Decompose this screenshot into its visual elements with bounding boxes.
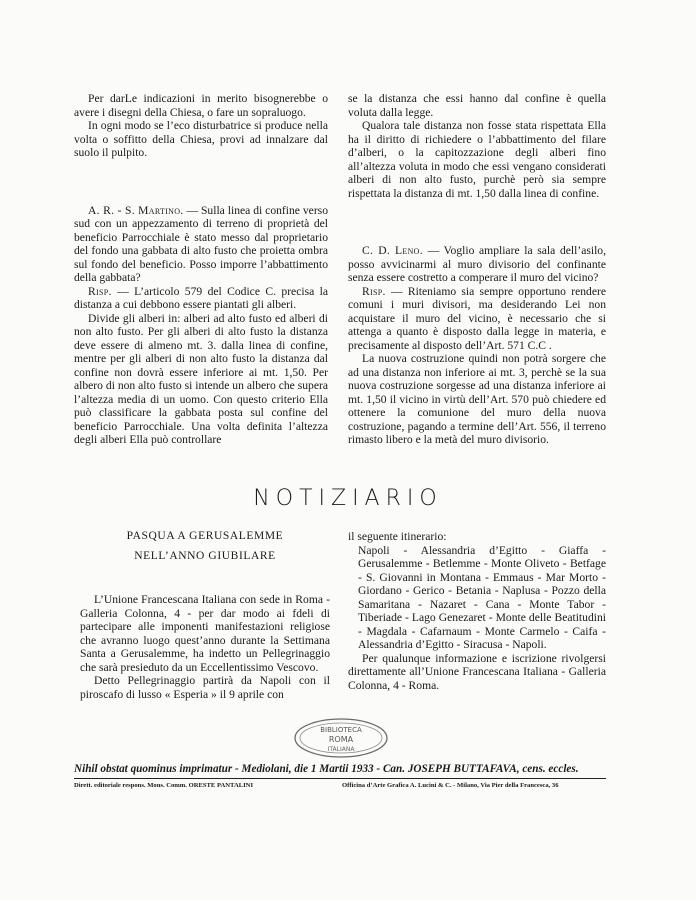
- notice-left-column: [80, 530, 330, 701]
- footer-editor: Dirett. editoriale respons. Mons. Comm. ORESTE PANTALINI: [74, 782, 254, 789]
- question-label: A. R. - S. Martino.: [88, 203, 184, 217]
- answer-label: Risp.: [362, 284, 386, 298]
- footer-printer: Officina d’Arte Grafica A. Lucini & C. - Milano, Via Pier della Francesca, 36: [342, 782, 559, 789]
- answer-label: Risp.: [88, 284, 112, 298]
- question-paragraph: [348, 244, 606, 285]
- library-stamp: [291, 716, 391, 760]
- stamp-text-bottom: ITALIANA: [327, 746, 355, 753]
- question-text: — Voglio ampliare la sala dell’asilo, posso avvicinarmi al muro divisorio del confinante senza essere costretto a comperare il muro del vicino?: [348, 244, 606, 284]
- notice-subheading: NELL’ANNO GIUBILARE: [134, 549, 276, 562]
- question-paragraph: [74, 204, 328, 285]
- question-label: C. D. Leno.: [362, 244, 423, 257]
- answer-paragraph: Per darLe indicazioni in merito bisognerebbe o avere i disegni della Chiesa, o fare un sopraluogo.: [74, 92, 328, 119]
- spacer: [348, 200, 606, 244]
- answer-paragraph: La nuova costruzione quindi non potrà sorgere che ad una distanza non inferiore ai mt. 3, perchè se la sua nuova costruzione sorgesse ad una distanza inferiore ai mt. 1,50 il vicino in virtù dell’Art. 570 può chiedere ed ottenere la comunione del muro della nuova costruzione, pagando a termine dell’Art. 556, il terreno rimasto libero e la metà del muro divisorio.: [348, 352, 606, 446]
- notice-heading: PASQUA A GERUSALEMME: [126, 530, 284, 542]
- section-title: NOTIZIARIO: [253, 486, 443, 511]
- answer-text: — Riteniamo sia sempre opportuno rendere comuni i muri divisori, ma desiderando Lei non acquistare il muro del vicino, è necessario che si attenga a quanto è disposto dalla legge in materia, e precisamente al disposto dell’Art. 571 C.C .: [348, 284, 606, 352]
- notice-paragraph: Detto Pellegrinaggio partirà da Napoli con il piroscafo di lusso « Esperia » il 9 aprile con: [80, 674, 330, 701]
- notice-contact: Per qualunque informazione e iscrizione rivolgersi direttamente all’Unione Francescana Italiana - Galleria Colonna, 4 - Roma.: [348, 651, 606, 692]
- answer-paragraph: In ogni modo se l’eco disturbatrice si produce nella volta o soffitto della Chiesa, provi ad innalzare dal suolo il pulpito.: [74, 119, 328, 159]
- answer-text: — L’articolo 579 del Codice C. precisa la distanza a cui debbono essere piantati gli alberi.: [74, 284, 328, 311]
- imprimatur-line: Nihil obstat quominus imprimatur - Mediolani, die 1 Martii 1933 - Can. JOSEPH BUTTAFAVA, cens. eccles.: [74, 763, 606, 779]
- top-right-column: [348, 92, 606, 447]
- answer-paragraph: Qualora tale distanza non fosse stata rispettata Ella ha il diritto di richiedere o l’abbattimento del filare d’alberi, o la capitozzazione degli alberi fino all’altezza voluta in modo che essi vengano considerati alberi di non alto fusto, purchè però sia sempre rispettata la distanza di mt. 1,50 dalla linea di confine.: [348, 119, 606, 200]
- notice-right-column: [348, 530, 606, 692]
- itinerary-intro: il seguente itinerario:: [348, 530, 447, 543]
- stamp-text-top: BIBLIOTECA: [320, 726, 362, 734]
- answer-paragraph: [74, 285, 328, 312]
- notice-paragraph: L’Unione Francescana Italiana con sede in Roma - Galleria Colonna, 4 - per dar modo ai fdeli di partecipare alle imponenti manifestazioni religiose che avranno luogo quest’anno durante la Settimana Santa a Gerusalemme, ha indetto un Pellegrinaggio che sarà presieduto da un Eccellentissimo Vescovo.: [80, 593, 330, 674]
- itinerary-list: Napoli - Alessandria d’Egitto - Giaffa - Gerusalemme - Betlemme - Monte Oliveto - Betfage - S. Giovanni in Montana - Emmaus - Mar Morto - Giordano - Gerico - Betania - Naplusa - Pozzo della Samaritana - Nazaret - Cana - Monte Tabor - Tiberiade - Lago Genezaret - Monte delle Beatitudini - Magdala - Cafarnaum - Monte Carmelo - Caifa - Alessandria d’Egitto - Siracusa - Napoli.: [358, 543, 606, 651]
- question-text: — Sulla linea di confine verso sud con un appezzamento di terreno di proprietà del beneficio Parrocchiale è stato messo dal proprietario del fondo una gabbata di alto fusto che proietta ombra sul fondo del beneficio. Posso imporre l’abbattimento della gabbata?: [74, 203, 328, 284]
- stamp-text-middle: ROMA: [328, 735, 354, 744]
- answer-paragraph: se la distanza che essi hanno dal confine è quella voluta dalla legge.: [348, 92, 606, 119]
- top-left-column: [74, 92, 328, 447]
- spacer: [74, 160, 328, 204]
- answer-paragraph: Divide gli alberi in: alberi ad alto fusto ed alberi di non alto fusto. Per gli alberi di alto fusto la distanza deve essere di almeno mt. 3. dalla linea di confine, mentre per gli alberi di non alto fusto la distanza dal confine non dovrà essere inferiore ai mt. 1,50. Per albero di non alto fusto si intende un albero che supera l’altezza media di un uomo. Con questo criterio Ella può classificare la gabbata posta sul confine del beneficio Parrocchiale. Una volta definita l’altezza degli alberi Ella può controllare: [74, 311, 328, 446]
- answer-paragraph: [348, 285, 606, 353]
